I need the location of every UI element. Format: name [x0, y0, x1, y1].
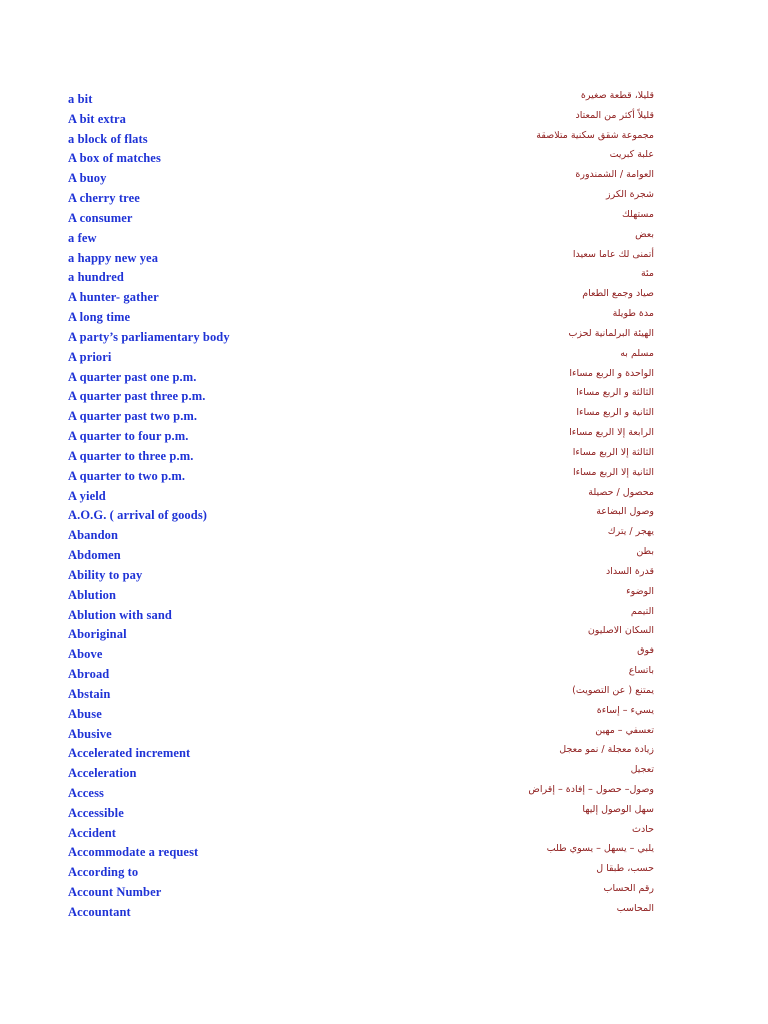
english-term: a few	[68, 230, 97, 245]
glossary-entry	[68, 131, 668, 151]
english-term: a happy new yea	[68, 250, 159, 265]
glossary-entry	[68, 547, 668, 567]
english-term: Accelerated increment	[68, 746, 191, 761]
glossary-entry	[68, 408, 668, 428]
glossary-entry	[68, 488, 668, 508]
glossary-entry	[68, 686, 668, 706]
arabic-translation: تعسفي – مهين	[595, 724, 654, 736]
glossary-entry	[68, 230, 668, 250]
arabic-translation: علبة كبريت	[609, 149, 654, 161]
english-term: A long time	[68, 310, 131, 325]
glossary-entry	[68, 349, 668, 369]
arabic-translation: وصول البضاعة	[596, 506, 654, 518]
glossary-entry	[68, 706, 668, 726]
glossary-entry	[68, 507, 668, 527]
english-term: A quarter past three p.m.	[68, 389, 206, 404]
glossary-entry	[68, 567, 668, 587]
english-term: Aboriginal	[68, 627, 127, 642]
english-term: Access	[68, 785, 105, 800]
glossary-entry	[68, 369, 668, 389]
arabic-translation: يسيء – إساءة	[596, 704, 654, 716]
glossary-entry	[68, 269, 668, 289]
glossary-entry	[68, 626, 668, 646]
arabic-translation: الواحدة و الربع مساءا	[569, 367, 654, 379]
english-term: Abusive	[68, 726, 112, 741]
arabic-translation: سهل الوصول إليها	[582, 803, 654, 815]
arabic-translation: مئة	[640, 268, 654, 280]
glossary-entry	[68, 884, 668, 904]
english-term: Abdomen	[68, 548, 121, 563]
arabic-translation: الهيئة البرلمانية لحزب	[568, 327, 654, 339]
english-term: Accident	[68, 825, 117, 840]
arabic-translation: الرابعة إلا الربع مساءا	[569, 427, 654, 439]
english-term: A.O.G. ( arrival of goods)	[68, 508, 208, 523]
english-term: Accountant	[68, 904, 131, 919]
glossary-entry	[68, 428, 668, 448]
arabic-translation: صياد وجمع الطعام	[582, 288, 654, 300]
arabic-translation: فوق	[637, 645, 654, 657]
english-term: Abstain	[68, 686, 111, 701]
glossary-entry	[68, 765, 668, 785]
glossary-entry	[68, 468, 668, 488]
arabic-translation: الثانية إلا الربع مساءا	[572, 466, 654, 478]
arabic-translation: أتمنى لك عاما سعيدا	[572, 248, 654, 260]
english-term: Acceleration	[68, 766, 137, 781]
arabic-translation: محصول / حصيلة	[588, 486, 654, 498]
english-term: According to	[68, 865, 139, 880]
glossary-entry	[68, 329, 668, 349]
english-term: a bit	[68, 92, 93, 106]
arabic-translation: الوضوء	[626, 585, 654, 597]
arabic-translation: الثالثة إلا الربع مساءا	[572, 446, 654, 458]
arabic-translation: مجموعة شقق سكنية متلاصقة	[536, 129, 654, 141]
glossary-entry	[68, 785, 668, 805]
glossary-entry	[68, 289, 668, 309]
english-term: Ability to pay	[68, 567, 143, 582]
arabic-translation: المحاسب	[616, 902, 654, 914]
arabic-translation: مدة طويلة	[612, 308, 654, 320]
glossary-list	[68, 91, 668, 924]
glossary-entry	[68, 646, 668, 666]
glossary-entry	[68, 745, 668, 765]
english-term: Ablution with sand	[68, 607, 172, 622]
glossary-entry	[68, 388, 668, 408]
glossary-entry	[68, 111, 668, 131]
arabic-translation: باتساع	[628, 665, 654, 677]
glossary-entry	[68, 726, 668, 746]
arabic-translation: تعجيل	[630, 764, 654, 776]
glossary-entry	[68, 607, 668, 627]
english-term: Above	[68, 647, 103, 662]
arabic-translation: قليلاً أكثر من المعتاد	[575, 109, 654, 121]
glossary-entry	[68, 190, 668, 210]
english-term: A consumer	[68, 210, 133, 225]
arabic-translation: شجرة الكرز	[606, 189, 654, 201]
arabic-translation: حادث	[632, 823, 654, 835]
english-term: Abandon	[68, 528, 119, 543]
arabic-translation: يمتنع ( عن التصويت)	[572, 684, 654, 696]
english-term: a block of flats	[68, 131, 148, 146]
english-term: A quarter to four p.m.	[68, 429, 189, 444]
glossary-entry	[68, 587, 668, 607]
english-term: Accessible	[68, 805, 124, 820]
arabic-translation: حسب، طبقا ل	[596, 863, 654, 875]
glossary-entry	[68, 805, 668, 825]
arabic-translation: بعض	[635, 228, 654, 240]
arabic-translation: زيادة معجلة / نمو معجل	[559, 744, 654, 756]
english-term: A yield	[68, 488, 106, 503]
english-term: A cherry tree	[68, 191, 140, 206]
english-term: Abroad	[68, 667, 110, 682]
arabic-translation: يلبي – يسهل – يسوي طلب	[546, 843, 654, 855]
english-term: Account Number	[68, 885, 162, 900]
arabic-translation: العوامة / الشمندورة	[575, 169, 654, 181]
glossary-entry	[68, 527, 668, 547]
glossary-entry	[68, 666, 668, 686]
glossary-entry	[68, 448, 668, 468]
arabic-translation: مسلم به	[620, 347, 654, 359]
arabic-translation: وصول– حصول – إفادة – إقراض	[528, 783, 654, 795]
english-term: Abuse	[68, 706, 102, 721]
arabic-translation: قدرة السداد	[606, 565, 654, 577]
english-term: A priori	[68, 349, 112, 364]
english-term: A hunter- gather	[68, 290, 159, 305]
glossary-entry	[68, 170, 668, 190]
english-term: A quarter to two p.m.	[68, 468, 186, 483]
arabic-translation: بطن	[636, 546, 654, 558]
english-term: A party’s parliamentary body	[68, 329, 230, 344]
english-term: A quarter past one p.m.	[68, 369, 197, 384]
english-term: Ablution	[68, 587, 117, 602]
english-term: A quarter past two p.m.	[68, 409, 198, 424]
arabic-translation: الثانية و الربع مساءا	[576, 407, 654, 419]
glossary-entry	[68, 250, 668, 270]
arabic-translation: مستهلك	[622, 208, 654, 220]
glossary-entry	[68, 844, 668, 864]
arabic-translation: الثالثة و الربع مساءا	[576, 387, 654, 399]
english-term: A bit extra	[68, 111, 127, 126]
glossary-entry	[68, 864, 668, 884]
english-term: A box of matches	[68, 151, 161, 166]
english-term: A quarter to three p.m.	[68, 448, 194, 463]
glossary-entry	[68, 210, 668, 230]
arabic-translation: يهجر / يترك	[607, 526, 654, 538]
arabic-translation: رقم الحساب	[603, 883, 654, 895]
arabic-translation: السكان الاصليون	[587, 625, 654, 637]
arabic-translation: التيمم	[630, 605, 654, 617]
glossary-entry	[68, 91, 668, 111]
arabic-translation: قليلا، قطعة صغيرة	[580, 90, 654, 101]
glossary-entry	[68, 904, 668, 924]
english-term: A buoy	[68, 171, 107, 186]
english-term: a hundred	[68, 270, 124, 285]
glossary-entry	[68, 309, 668, 329]
glossary-entry	[68, 150, 668, 170]
english-term: Accommodate a request	[68, 845, 199, 860]
glossary-entry	[68, 825, 668, 845]
